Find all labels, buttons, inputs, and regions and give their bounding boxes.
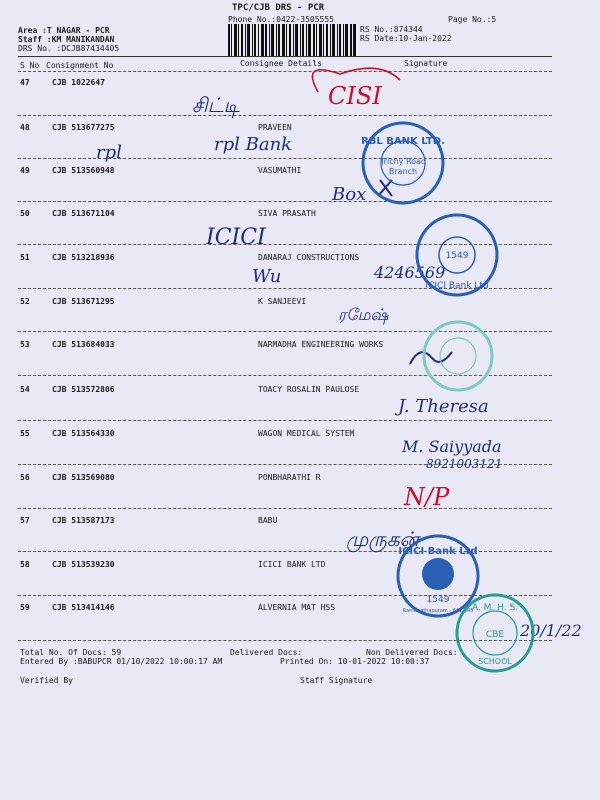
row-consignment: CJB 513539230 xyxy=(52,560,115,569)
area-label: Area :T NAGAR - PCR xyxy=(18,26,110,35)
signature-row-50: Box xyxy=(332,184,367,205)
stamp-text: ICICI Bank Ltd xyxy=(398,546,478,557)
row-consignee: PONBHARATHI R xyxy=(258,473,321,482)
stamp-text: RBL BANK LTD. xyxy=(361,136,445,147)
row-sno: 55 xyxy=(20,429,30,438)
signature-row-59: 20/1/22 xyxy=(520,621,582,640)
row-consignee: TOACY ROSALIN PAULOSE xyxy=(258,385,360,394)
row-consignment: CJB 513671104 xyxy=(52,209,115,218)
signature-row-57: முருகன் xyxy=(346,527,419,551)
row-sno: 48 xyxy=(20,123,30,132)
phone-number: Phone No.:0422-3505555 xyxy=(228,15,334,24)
row-consignee: BABU xyxy=(258,516,278,525)
stamp-text: CBE xyxy=(485,630,505,640)
row-consignment: CJB 513569080 xyxy=(52,473,115,482)
row-sno: 56 xyxy=(20,473,30,482)
row-consignee: VASUMATHI xyxy=(258,166,302,175)
row-consignment: CJB 513671295 xyxy=(52,297,115,306)
icici-bank-stamp xyxy=(412,210,502,300)
faded-stamp xyxy=(420,318,496,394)
total-docs: Total No. Of Docs: 59 xyxy=(20,648,122,657)
row-consignment: CJB 513564330 xyxy=(52,429,115,438)
signature-row-52-b: 4246569 xyxy=(374,263,446,282)
drs-number: DRS No. :DCJB87434405 xyxy=(18,44,120,53)
row-sno: 51 xyxy=(20,253,30,262)
stamp-text: ICICI Bank Ltd xyxy=(425,281,489,291)
rs-number: RS No.:874344 xyxy=(360,25,423,34)
row-sno: 50 xyxy=(20,209,30,218)
signature-row-47: சிட்டி xyxy=(192,93,240,117)
row-consignee: ICICI BANK LTD xyxy=(258,560,326,569)
rs-date: RS Date:10-Jan-2022 xyxy=(360,34,452,43)
row-sno: 58 xyxy=(20,560,30,569)
stamp-text: Trichy Road xyxy=(379,157,427,166)
row-consignment: CJB 513572806 xyxy=(52,385,115,394)
column-consignee: Consignee Details xyxy=(240,59,322,68)
rbl-bank-stamp xyxy=(358,120,448,206)
red-mark-row-47: CISI xyxy=(328,82,382,110)
row-consignment: CJB 513560948 xyxy=(52,166,115,175)
row-consignee: DANARAJ CONSTRUCTIONS xyxy=(258,253,360,262)
not-present-mark: N/P xyxy=(404,483,450,511)
signature-row-52-c: ரமேஷ் xyxy=(338,305,389,324)
row-consignee: K SANJEEVI xyxy=(258,297,307,306)
row-sno: 54 xyxy=(20,385,30,394)
verified-by: Verified By xyxy=(20,676,73,685)
stamp-text: Ramanathapuram - 641 045 xyxy=(402,608,474,614)
column-signature: Signature xyxy=(404,59,448,68)
column-consignment: Consignment No xyxy=(46,61,114,70)
row-consignee: ALVERNIA MAT HSS xyxy=(258,603,336,612)
printed-on: Printed On: 10-01-2022 10:00:37 xyxy=(280,657,430,666)
stamp-text: Branch xyxy=(388,167,418,176)
stamp-code: 1549 xyxy=(445,251,469,261)
signature-row-52-a: Wu xyxy=(252,266,282,287)
signature-row-51: ICICI xyxy=(206,225,266,250)
stamp-text: A. M. H. S. xyxy=(471,603,519,613)
row-sno: 52 xyxy=(20,297,30,306)
non-delivered-docs: Non Delivered Docs: xyxy=(366,648,458,657)
sheet-title: TPC/CJB DRS - PCR xyxy=(232,3,325,13)
row-consignment: CJB 513684033 xyxy=(52,340,115,349)
row-consignment: CJB 1022647 xyxy=(52,78,105,87)
signature-row-55-b: 8921003121 xyxy=(426,457,503,471)
staff-label: Staff :KM MANIKANDAN xyxy=(18,35,115,44)
delivered-docs: Delivered Docs: xyxy=(230,648,303,657)
row-consignee: SIVA PRASATH xyxy=(258,209,316,218)
row-consignment: CJB 513218936 xyxy=(52,253,115,262)
page-number: Page No.:5 xyxy=(448,15,497,24)
column-sno: S No xyxy=(20,61,40,70)
row-consignment: CJB 513677275 xyxy=(52,123,115,132)
row-sno: 59 xyxy=(20,603,30,612)
row-sno: 57 xyxy=(20,516,30,525)
row-sno: 49 xyxy=(20,166,30,175)
entered-by: Entered By :BABUPCR 01/10/2022 10:00:17 AM xyxy=(20,657,223,666)
stamp-code: 1549 xyxy=(426,595,450,605)
stamp-text: SCHOOL xyxy=(478,657,512,666)
row-consignee: WAGON MEDICAL SYSTEM xyxy=(258,429,355,438)
signature-row-48-a: rpl xyxy=(96,142,122,163)
signature-row-55-a: M. Saiyyada xyxy=(402,437,502,456)
staff-signature: Staff Signature xyxy=(300,676,373,685)
row-sno: 47 xyxy=(20,78,30,87)
row-consignment: CJB 513414146 xyxy=(52,603,115,612)
row-sno: 53 xyxy=(20,340,30,349)
row-consignment: CJB 513587173 xyxy=(52,516,115,525)
row-consignee: NARMADHA ENGINEERING WORKS xyxy=(258,340,384,349)
signature-row-48-b: rpl Bank xyxy=(214,134,293,155)
row-consignee: PRAVEEN xyxy=(258,123,292,132)
signature-row-54: J. Theresa xyxy=(398,396,489,417)
school-stamp xyxy=(454,592,536,674)
